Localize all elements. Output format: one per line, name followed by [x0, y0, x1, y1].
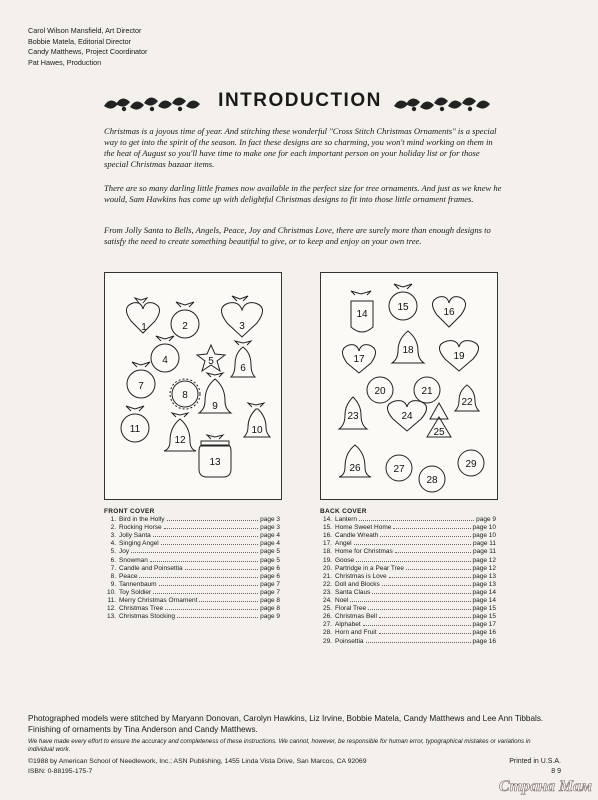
item-page: page 13	[472, 572, 496, 580]
item-page: page 5	[260, 556, 280, 564]
list-item	[320, 597, 496, 605]
label-10: 10	[251, 425, 263, 436]
back-cover-diagram	[320, 272, 498, 500]
leader-dots	[139, 577, 258, 578]
item-page: page 12	[472, 564, 496, 572]
label-19: 19	[453, 351, 465, 362]
label-20: 20	[374, 386, 386, 397]
item-number: 6.	[110, 556, 116, 564]
item-page: page 9	[476, 516, 496, 524]
label-3: 3	[239, 321, 245, 332]
label-6: 6	[240, 363, 246, 374]
leader-dots	[395, 552, 471, 553]
list-item	[320, 629, 496, 637]
item-name: Angel	[335, 540, 352, 548]
item-number: 9.	[110, 580, 116, 588]
item-name: Partridge in a Pear Tree	[335, 564, 405, 572]
leader-dots	[153, 593, 258, 594]
item-name: Tannenbaum	[119, 580, 157, 588]
list-item	[320, 524, 496, 532]
item-name: Noel	[335, 597, 349, 605]
item-number: 15.	[322, 524, 332, 532]
leader-dots	[406, 569, 470, 570]
leader-dots	[393, 528, 470, 529]
front-cover-list	[104, 508, 280, 621]
item-number: 24.	[322, 597, 332, 605]
label-25: 25	[433, 427, 445, 438]
printed-in: Printed in U.S.A.	[509, 758, 561, 765]
list-item	[104, 597, 280, 605]
item-page: page 8	[260, 605, 280, 613]
label-26: 26	[349, 463, 361, 474]
item-number: 23.	[322, 588, 332, 596]
item-name: Christmas Stocking	[119, 613, 175, 621]
item-name: Peace	[119, 572, 138, 580]
printed-block	[509, 757, 561, 777]
watermark-logo: Страна Мам	[498, 778, 592, 795]
item-name: Rocking Horse	[119, 524, 162, 532]
label-11: 11	[129, 424, 141, 435]
label-4: 4	[162, 355, 168, 366]
leader-dots	[153, 536, 258, 537]
item-number: 3.	[110, 532, 116, 540]
item-name: Jolly Santa	[119, 532, 151, 540]
leader-dots	[379, 633, 471, 634]
item-page: page 4	[260, 532, 280, 540]
list-item	[320, 516, 496, 524]
label-15: 15	[397, 302, 409, 313]
list-item	[320, 557, 496, 565]
page-title: INTRODUCTION	[218, 90, 382, 111]
label-27: 27	[393, 464, 405, 475]
item-number: 19.	[322, 556, 332, 564]
label-12: 12	[174, 435, 186, 446]
back-cover-list	[320, 508, 496, 646]
item-name: Merry Christmas Ornament	[119, 597, 198, 605]
item-number: 10.	[106, 588, 116, 596]
item-number: 1.	[110, 516, 116, 524]
item-number: 12.	[106, 605, 116, 613]
item-page: page 14	[472, 588, 496, 596]
item-name: Singing Angel	[119, 540, 159, 548]
item-name: Toy Soldier	[119, 588, 152, 596]
intro-paragraph-3: From Jolly Santa to Bells, Angels, Peace, Joy and Christmas Love, there are surely more than enough designs to satisfy the need to create something beautiful to give, or to keep and enjoy on your own tree.	[104, 225, 491, 246]
item-number: 25.	[322, 605, 332, 613]
label-18: 18	[402, 345, 414, 356]
item-name: Snowman	[119, 556, 148, 564]
list-item	[320, 605, 496, 613]
label-2: 2	[182, 321, 188, 332]
item-number: 29.	[322, 637, 332, 645]
item-name: Goose	[335, 556, 355, 564]
item-number: 21.	[322, 572, 332, 580]
item-number: 17.	[322, 540, 332, 548]
label-22: 22	[461, 397, 473, 408]
leader-dots	[380, 536, 470, 537]
photo-credit: Photographed models were stitched by Maryann Donovan, Carolyn Hawkins, Liz Irvine, Bobbie Matela, Candy Matthews and Lee Ann Tibbals. Finishing of ornaments by Tina Anderson and Candy Matthews.	[28, 714, 544, 734]
label-17: 17	[353, 354, 365, 365]
list-item	[104, 581, 280, 589]
label-24: 24	[401, 411, 413, 422]
isbn-line: ISBN: 0-88195-175-7	[28, 768, 93, 775]
list-item	[320, 613, 496, 621]
leader-dots	[167, 520, 259, 521]
item-name: Horn and Fruit	[335, 629, 377, 637]
credit-line: Pat Hawes, Production	[28, 57, 102, 67]
item-page: page 10	[472, 532, 496, 540]
leader-dots	[165, 609, 258, 610]
leader-dots	[382, 585, 471, 586]
leader-dots	[366, 642, 471, 643]
list-item	[320, 532, 496, 540]
leader-dots	[379, 617, 471, 618]
label-9: 9	[212, 401, 218, 412]
item-name: Lantern	[335, 516, 358, 524]
item-number: 20.	[322, 564, 332, 572]
item-name: Christmas Tree	[119, 605, 164, 613]
disclaimer: We have made every effort to ensure the accuracy and completeness of these instructions. We cannot, however, be responsible for human error, typographical mistakes or variations in individual work.	[28, 738, 531, 753]
leader-dots	[161, 544, 258, 545]
leader-dots	[389, 577, 471, 578]
item-page: page 15	[472, 605, 496, 613]
item-name: Candle and Poinsettia	[119, 564, 183, 572]
item-number: 14.	[322, 516, 332, 524]
item-page: page 7	[260, 588, 280, 596]
label-28: 28	[426, 475, 438, 486]
label-29: 29	[465, 459, 477, 470]
list-item	[104, 524, 280, 532]
list-item	[104, 573, 280, 581]
leader-dots	[363, 625, 471, 626]
leader-dots	[164, 528, 258, 529]
item-name: Poinsettia	[335, 637, 364, 645]
item-name: Santa Claus	[335, 588, 371, 596]
leader-dots	[368, 609, 470, 610]
item-number: 18.	[322, 548, 332, 556]
label-5: 5	[208, 356, 214, 367]
intro-paragraph-2: There are so many darling little frames now available in the perfect size for tree ornaments. And just as we knew he would, Sam Hawkins has come up with delightful Christmas designs to fit into those little ornament frames.	[104, 183, 502, 204]
item-number: 13.	[106, 613, 116, 621]
leader-dots	[177, 617, 258, 618]
print-code: 8 9	[551, 768, 561, 775]
list-item	[320, 621, 496, 629]
item-page: page 3	[260, 524, 280, 532]
list-item	[320, 565, 496, 573]
item-name: Doll and Blocks	[335, 580, 380, 588]
label-21: 21	[421, 386, 433, 397]
list-item	[320, 548, 496, 556]
label-8: 8	[182, 390, 188, 401]
list-item	[104, 589, 280, 597]
item-page: page 15	[472, 613, 496, 621]
holly-right-icon	[390, 92, 500, 114]
item-number: 16.	[322, 532, 332, 540]
item-name: Christmas is Love	[335, 572, 387, 580]
leader-dots	[185, 569, 259, 570]
label-1: 1	[141, 322, 147, 333]
list-item	[104, 565, 280, 573]
leader-dots	[350, 601, 470, 602]
item-name: Home Sweet Home	[335, 524, 392, 532]
back-cover-heading: BACK COVER	[320, 508, 367, 515]
back-cover-ornaments	[321, 273, 497, 499]
list-item	[104, 548, 280, 556]
item-page: page 10	[472, 524, 496, 532]
item-page: page 13	[472, 580, 496, 588]
credit-line: Bobbie Matela, Editorial Director	[28, 36, 132, 46]
list-item	[320, 540, 496, 548]
item-number: 28.	[322, 629, 332, 637]
leader-dots	[131, 552, 258, 553]
copyright-line: ©1988 by American School of Needlework, Inc.; ASN Publishing, 1455 Linda Vista Drive, San Marcos, CA 92069	[28, 758, 367, 765]
item-page: page 5	[260, 548, 280, 556]
leader-dots	[359, 520, 474, 521]
item-name: Floral Tree	[335, 605, 367, 613]
item-name: Joy	[119, 548, 130, 556]
item-number: 7.	[110, 564, 116, 572]
credit-line: Candy Matthews, Project Coordinator	[28, 47, 148, 57]
label-16: 16	[443, 307, 455, 318]
label-7: 7	[138, 381, 144, 392]
list-item	[320, 638, 496, 646]
list-item	[104, 540, 280, 548]
item-number: 26.	[322, 613, 332, 621]
front-cover-heading: FRONT COVER	[104, 508, 155, 515]
item-number: 8.	[110, 572, 116, 580]
leader-dots	[372, 593, 470, 594]
title-row	[100, 88, 500, 118]
list-item	[104, 516, 280, 524]
list-item	[104, 613, 280, 621]
item-page: page 8	[260, 597, 280, 605]
item-page: page 6	[260, 572, 280, 580]
item-page: page 12	[472, 556, 496, 564]
front-cover-diagram	[104, 272, 282, 500]
item-page: page 7	[260, 580, 280, 588]
item-number: 2.	[110, 524, 116, 532]
item-page: page 6	[260, 564, 280, 572]
item-number: 4.	[110, 540, 116, 548]
leader-dots	[356, 561, 470, 562]
label-23: 23	[347, 411, 359, 422]
item-page: page 9	[260, 613, 280, 621]
leader-dots	[150, 561, 258, 562]
front-cover-ornaments	[105, 273, 281, 499]
credits-block	[28, 26, 147, 68]
list-item	[104, 557, 280, 565]
leader-dots	[354, 544, 471, 545]
copyright-block	[28, 757, 367, 777]
leader-dots	[159, 585, 259, 586]
item-page: page 11	[472, 548, 496, 556]
item-name: Home for Christmas	[335, 548, 393, 556]
intro-paragraph-1: Christmas is a joyous time of year. And stitching these wonderful "Cross Stitch Christmas Ornaments" is a special way to get into the spirit of the season. In fact these designs are so charming, you won't mind working on them in the heat of August so you'll have time to make one for each important person on your holiday list or for those special Christmas bazaar items.	[104, 126, 497, 169]
item-name: Bird in the Holly	[119, 516, 165, 524]
label-13: 13	[209, 457, 221, 468]
item-number: 11.	[107, 597, 116, 605]
item-page: page 16	[472, 637, 496, 645]
leader-dots	[199, 601, 258, 602]
list-item	[320, 581, 496, 589]
item-page: page 3	[260, 516, 280, 524]
list-item	[104, 605, 280, 613]
credit-line: Carol Wilson Mansfield, Art Director	[28, 26, 142, 35]
item-name: Christmas Bell	[335, 613, 377, 621]
list-item	[104, 532, 280, 540]
item-number: 22.	[322, 580, 332, 588]
item-page: page 14	[472, 597, 496, 605]
list-item	[320, 573, 496, 581]
item-name: Candle Wreath	[335, 532, 379, 540]
item-page: page 16	[472, 629, 496, 637]
list-item	[320, 589, 496, 597]
item-page: page 11	[472, 540, 496, 548]
item-number: 5.	[110, 548, 116, 556]
label-14: 14	[356, 309, 368, 320]
item-page: page 4	[260, 540, 280, 548]
item-page: page 17	[472, 621, 496, 629]
item-number: 27.	[322, 621, 332, 629]
item-name: Alphabet	[335, 621, 361, 629]
